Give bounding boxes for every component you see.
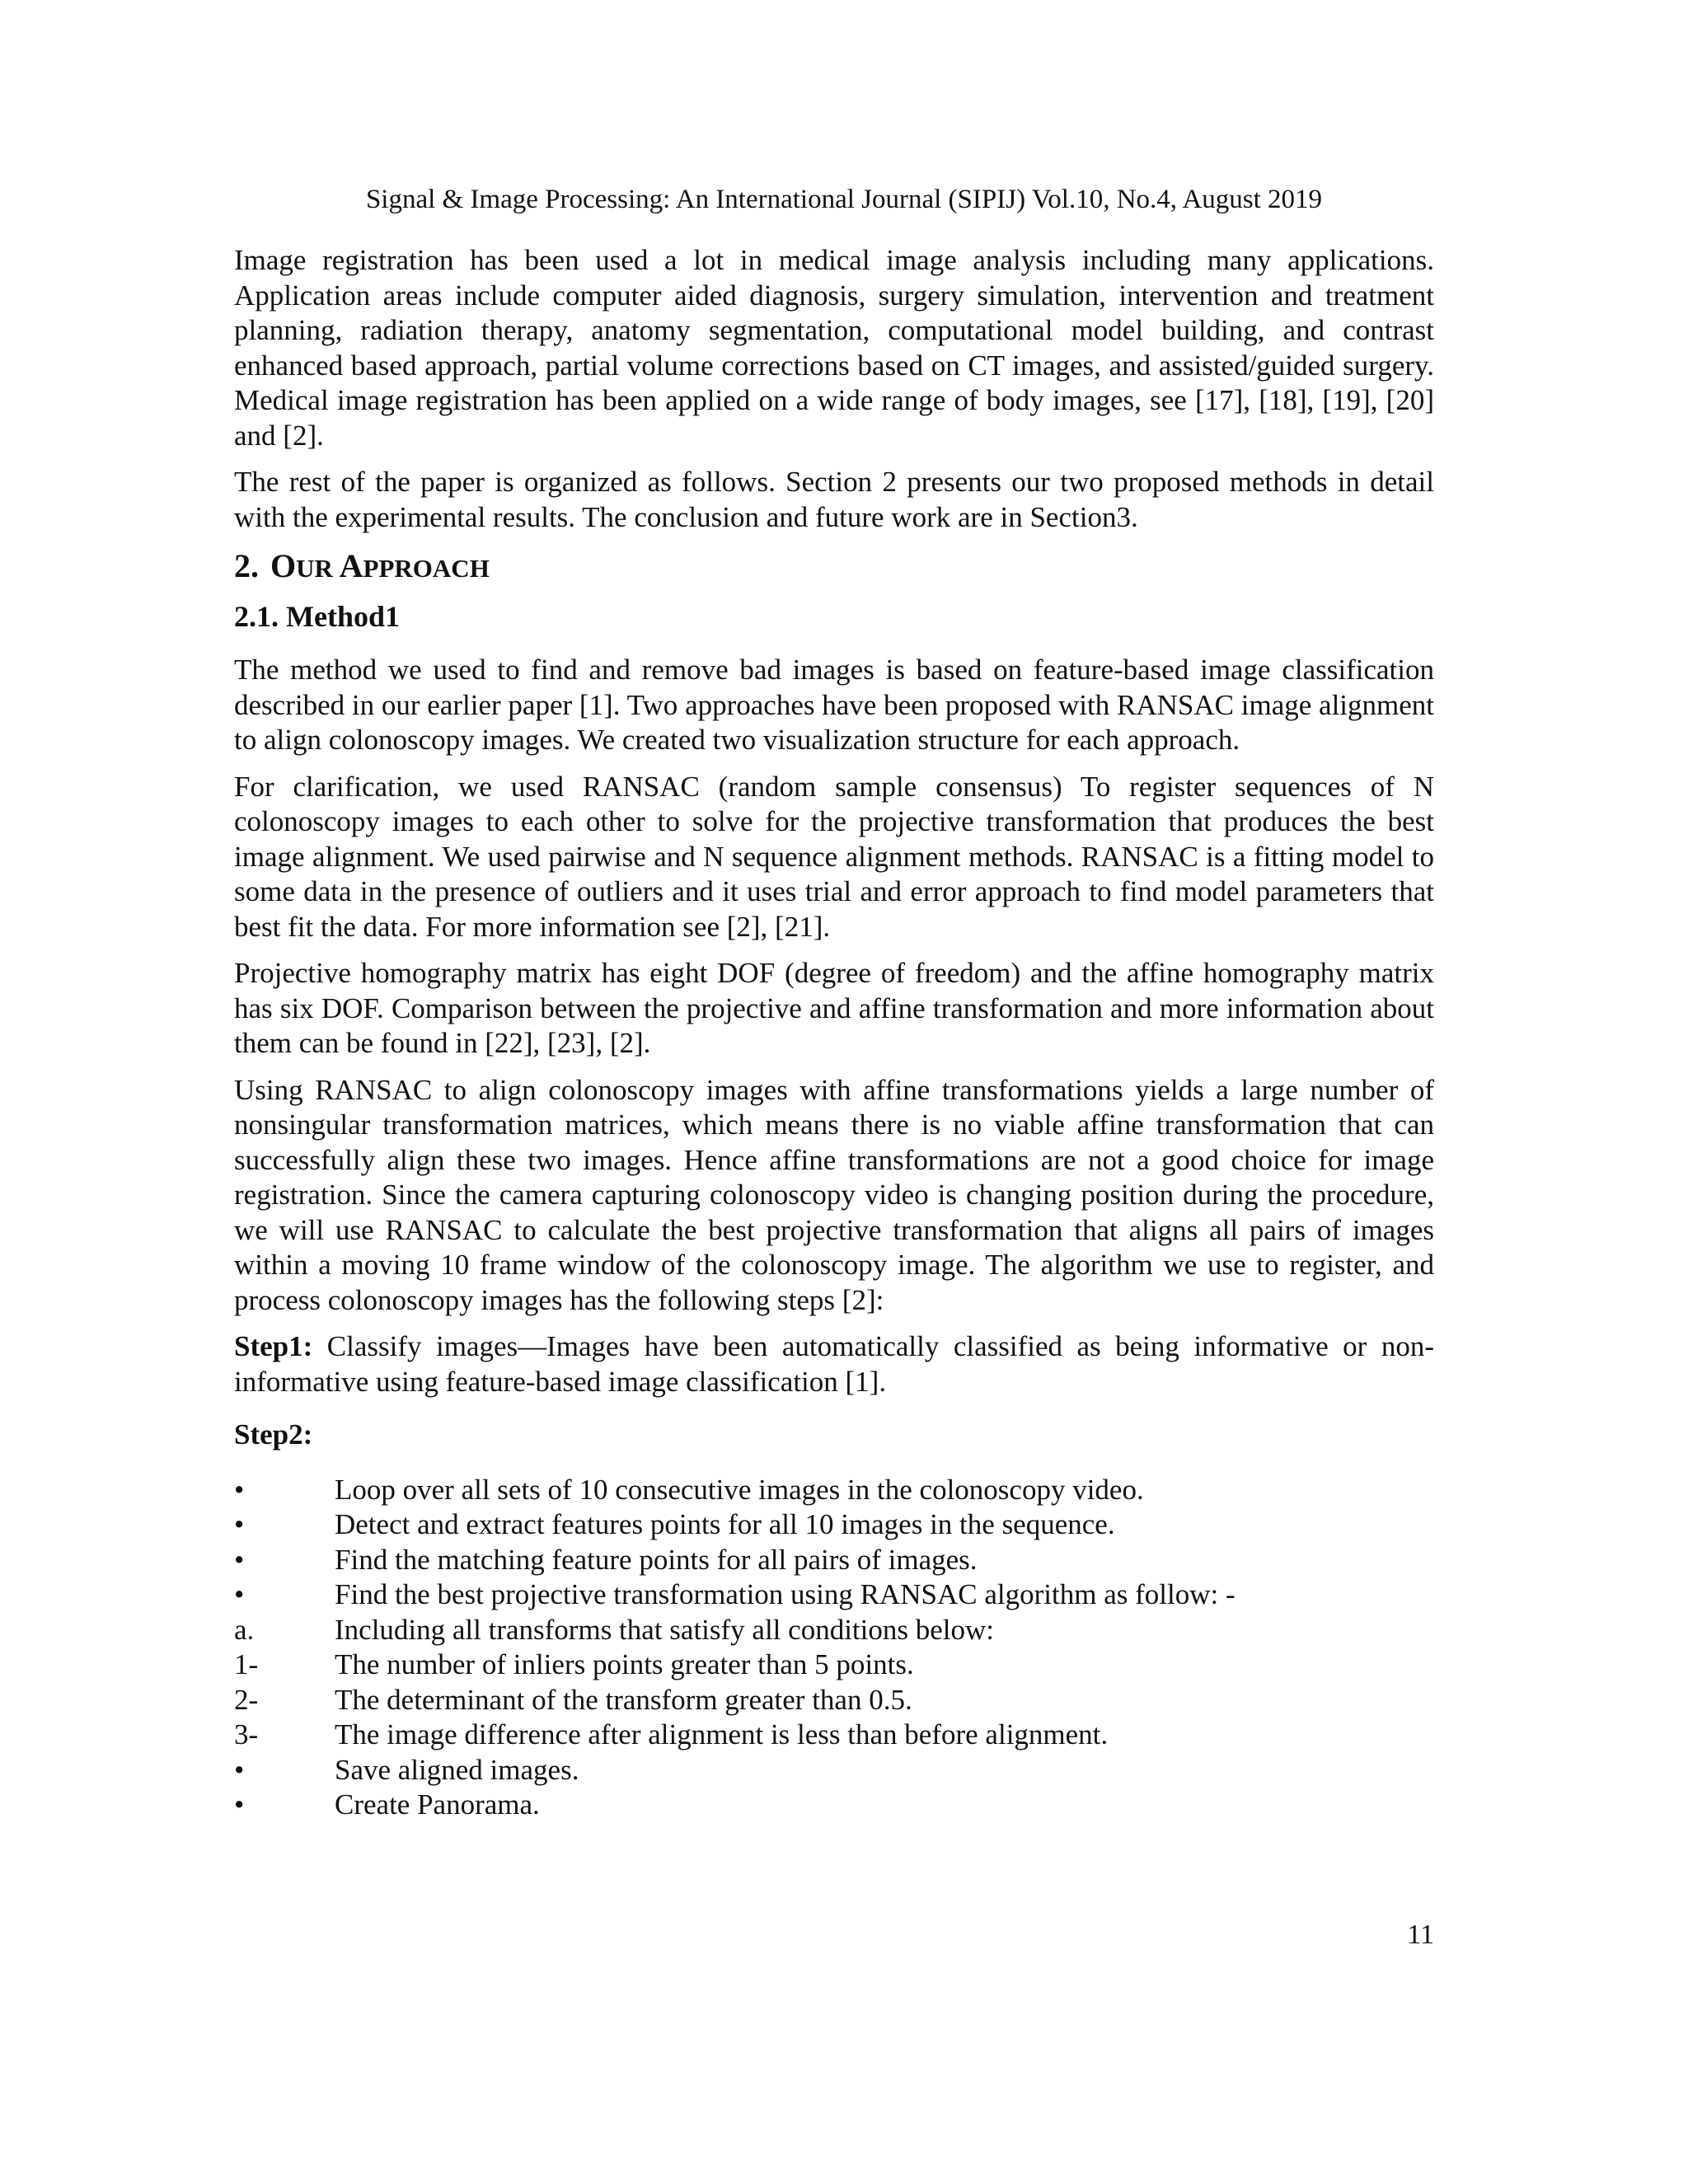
list-item-text: The image difference after alignment is less than before alignment. xyxy=(335,1718,1109,1750)
method-paragraph-3: Projective homography matrix has eight DOF (degree of freedom) and the affine homography matrix has six DOF. Comparison between the projective and affine transformation and more information about them can be found in [22], [23], [2]. xyxy=(234,957,1434,1059)
list-item xyxy=(234,1788,1434,1823)
list-item xyxy=(234,1543,1434,1578)
running-header: Signal & Image Processing: An International Journal (SIPIJ) Vol.10, No.4, August 2019 xyxy=(365,185,1323,214)
list-marker: • xyxy=(234,1753,245,1786)
page-number: 11 xyxy=(1407,1919,1434,1950)
list-item-text: Find the best projective transformation using RANSAC algorithm as follow: - xyxy=(335,1578,1236,1610)
list-item-text: The determinant of the transform greater than 0.5. xyxy=(335,1683,912,1716)
list-item-text: Loop over all sets of 10 consecutive images in the colonoscopy video. xyxy=(335,1473,1144,1506)
list-item xyxy=(234,1473,1434,1508)
list-item xyxy=(234,1718,1434,1753)
list-item-text: Including all transforms that satisfy all conditions below: xyxy=(335,1613,994,1646)
list-marker: • xyxy=(234,1578,245,1610)
intro-paragraph-2: The rest of the paper is organized as follows. Section 2 presents our two proposed methods in detail with the experimental results. The conclusion and future work are in Section3. xyxy=(234,466,1434,533)
list-item-text: Create Panorama. xyxy=(335,1788,540,1821)
list-item xyxy=(234,1507,1434,1543)
list-marker: • xyxy=(234,1543,245,1576)
list-marker: • xyxy=(234,1508,245,1540)
section-number: 2. xyxy=(234,547,259,584)
step2-label: Step2: xyxy=(234,1418,313,1451)
step1-paragraph xyxy=(234,1329,1434,1399)
list-marker: • xyxy=(234,1473,245,1506)
list-marker: a. xyxy=(234,1613,255,1646)
method-paragraph-1: The method we used to find and remove bad images is based on feature-based image classification described in our earlier paper [1]. Two approaches have been proposed with RANSAC image alignment to align colonoscopy images. We created two visualization structure for each approach. xyxy=(234,654,1434,756)
page-body xyxy=(234,243,1434,1823)
section-title-part: PPROACH xyxy=(363,554,490,583)
list-item xyxy=(234,1683,1434,1718)
method-paragraph-4: Using RANSAC to align colonoscopy images with affine transformations yields a large number of nonsingular transformation matrices, which means there is no viable affine transformation that can successfully align these two images. Hence affine transformations are not a good choice for image registration. Since the camera capturing colonoscopy video is changing position during the procedure, we will use RANSAC to calculate the best projective transformation that aligns all pairs of images within a moving 10 frame window of the colonoscopy image. The algorithm we use to register, and process colonoscopy images has the following steps [2]: xyxy=(234,1073,1434,1316)
list-item xyxy=(234,1613,1434,1648)
list-item xyxy=(234,1577,1434,1613)
list-item-text: Find the matching feature points for all pairs of images. xyxy=(335,1543,978,1576)
list-marker: • xyxy=(234,1788,245,1821)
step1-label: Step1: xyxy=(234,1330,313,1362)
section-title-part: UR xyxy=(296,554,340,583)
list-item xyxy=(234,1647,1434,1683)
list-item-text: Detect and extract features points for all 10 images in the sequence. xyxy=(335,1508,1115,1540)
step2-list xyxy=(234,1473,1434,1823)
list-marker: 1- xyxy=(234,1648,259,1680)
method-paragraph-2: For clarification, we used RANSAC (random sample consensus) To register sequences of N colonoscopy images to each other to solve for the projective transformation that produces the best image alignment. We used pairwise and N sequence alignment methods. RANSAC is a fitting model to some data in the presence of outliers and it uses trial and error approach to find model parameters that best fit the data. For more information see [2], [21]. xyxy=(234,770,1434,943)
section-title-part: A xyxy=(339,547,363,584)
list-item-text: The number of inliers points greater than 5 points. xyxy=(335,1648,914,1680)
list-marker: 3- xyxy=(234,1718,259,1750)
list-marker: 2- xyxy=(234,1683,259,1716)
step1-text: Classify images—Images have been automatically classified as being informative or non-informative using feature-based image classification [1]. xyxy=(234,1330,1434,1398)
subsection-heading: 2.1. Method1 xyxy=(234,600,400,633)
section-title-part: O xyxy=(270,547,297,584)
list-item xyxy=(234,1753,1434,1788)
section-heading xyxy=(234,546,1434,588)
list-item-text: Save aligned images. xyxy=(335,1753,579,1786)
intro-paragraph-1: Image registration has been used a lot in medical image analysis including many applications. Application areas include computer aided diagnosis, surgery simulation, intervention and treatment planning, radiation therapy, anatomy segmentation, computational model building, and contrast enhanced based approach, partial volume corrections based on CT images, and assisted/guided surgery. Medical image registration has been applied on a wide range of body images, see [17], [18], [19], [20] and [2]. xyxy=(234,244,1434,452)
